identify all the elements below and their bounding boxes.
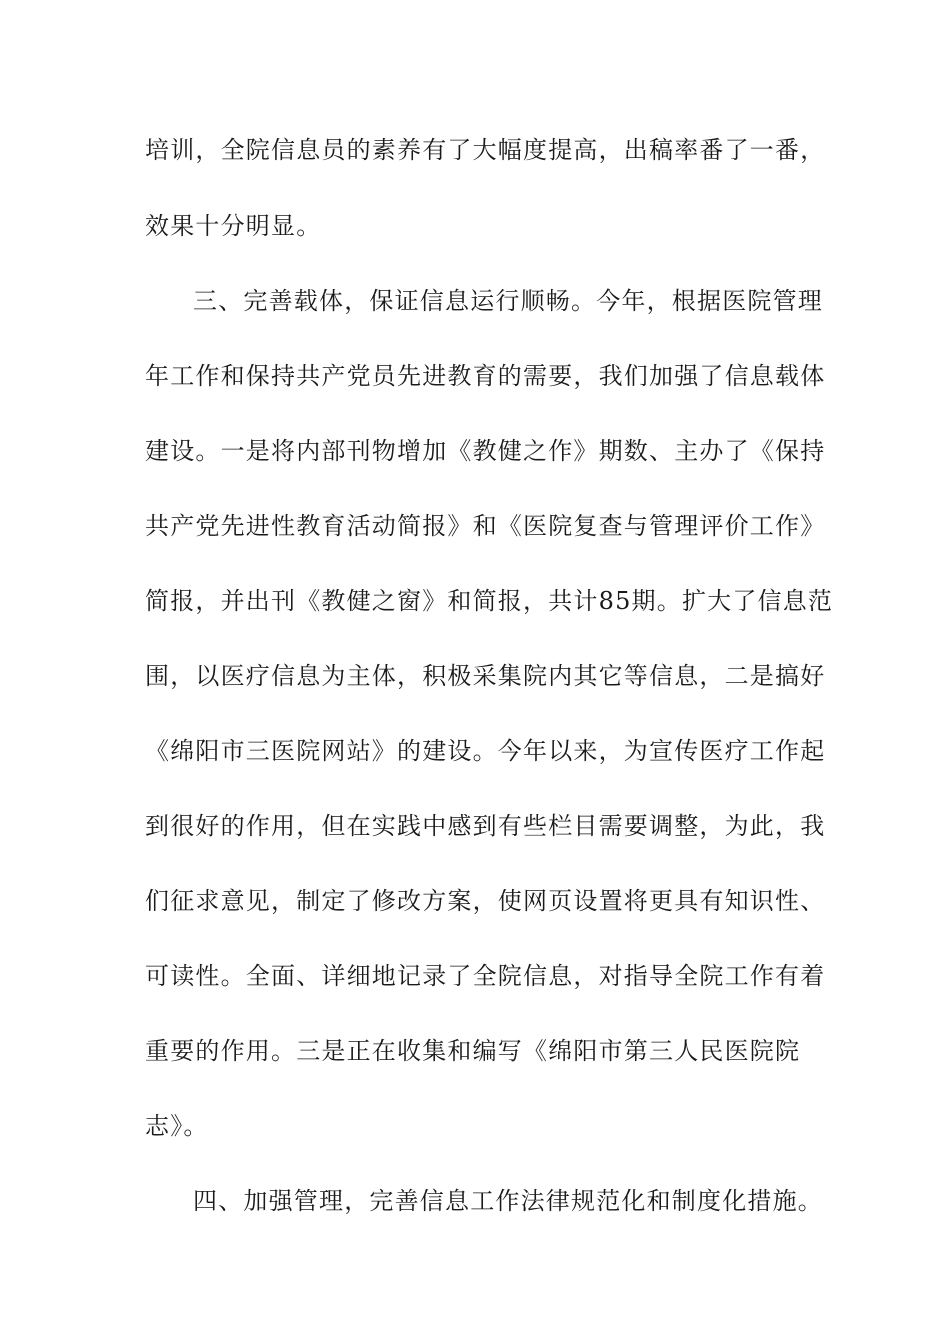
- text-line: 围，以医疗信息为主体，积极采集院内其它等信息，二是搞好: [145, 662, 826, 690]
- text-line: 们征求意见，制定了修改方案，使网页设置将更具有知识性、: [145, 887, 826, 915]
- text-line: 重要的作用。三是正在收集和编写《绵阳市第三人民医院院: [145, 1037, 801, 1065]
- text-line: 志》。: [145, 1112, 209, 1140]
- text-line: 培训，全院信息员的素养有了大幅度提高，出稿率番了一番，: [145, 136, 826, 164]
- text-line: 简报，并出刊《教健之窗》和简报，共计85期。扩大了信息范: [145, 587, 834, 615]
- paragraph-heading-3: 三、完善载体，保证信息运行顺畅。今年，根据医院管理: [193, 287, 823, 315]
- text-line: 共产党先进性教育活动简报》和《医院复查与管理评价工作》: [145, 512, 826, 540]
- paragraph-heading-4: 四、加强管理，完善信息工作法律规范化和制度化措施。: [193, 1187, 823, 1215]
- text-line: 到很好的作用，但在实践中感到有些栏目需要调整，为此，我: [145, 812, 826, 840]
- text-line: 建设。一是将内部刊物增加《教健之作》期数、主办了《保持: [145, 437, 826, 465]
- text-line: 可读性。全面、详细地记录了全院信息，对指导全院工作有着: [145, 962, 826, 990]
- text-line: 《绵阳市三医院网站》的建设。今年以来，为宣传医疗工作起: [145, 737, 826, 765]
- text-line: 年工作和保持共产党员先进教育的需要，我们加强了信息载体: [145, 362, 826, 390]
- text-line: 效果十分明显。: [145, 212, 322, 240]
